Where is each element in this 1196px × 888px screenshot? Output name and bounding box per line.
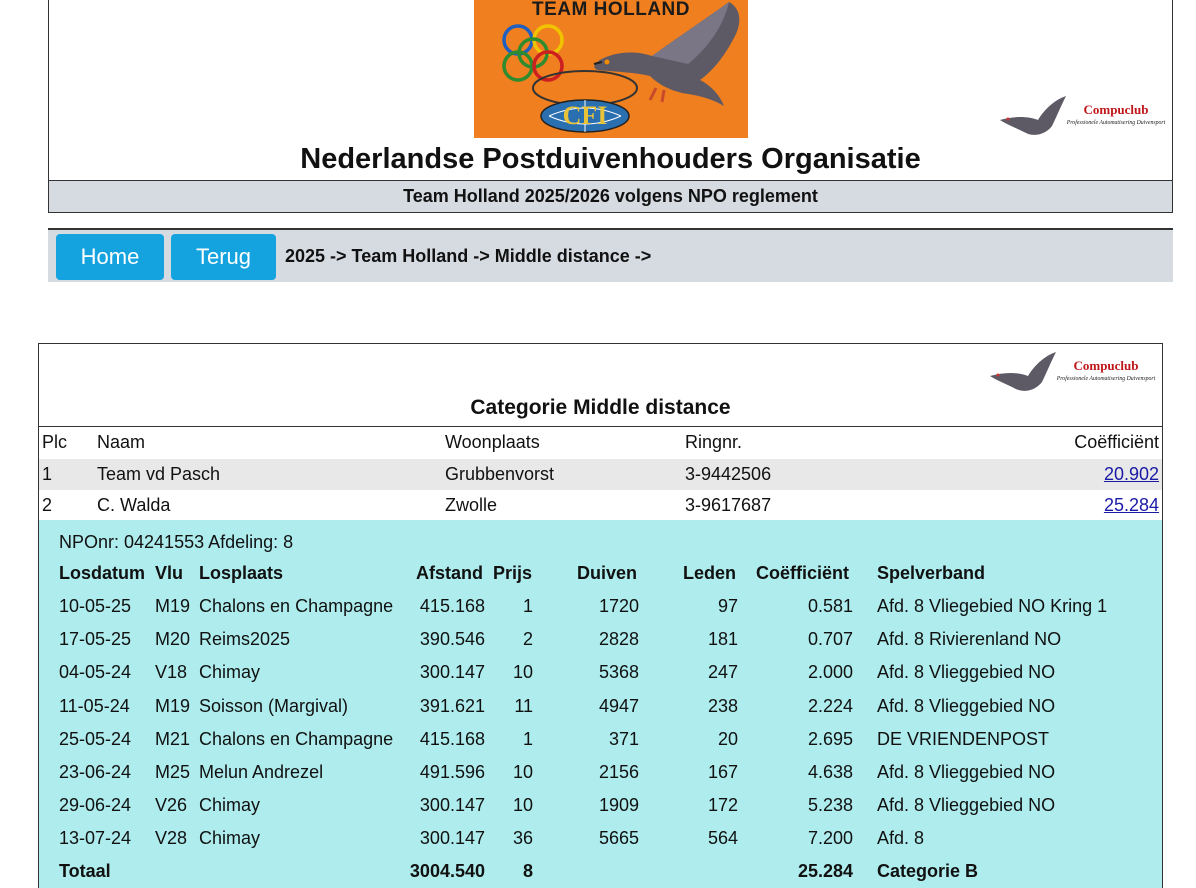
flight-row (39, 656, 1162, 689)
prize-cell: 36 (512, 828, 533, 849)
nav-bar (48, 228, 1173, 282)
date-cell: 25-05-24 (59, 728, 132, 749)
col-header-woonplaats: Woonplaats (445, 432, 540, 452)
col-header-duiven: Duiven (577, 563, 638, 583)
totals-coefficient: 25.284 (797, 861, 853, 881)
flight-code-cell: M21 (155, 728, 191, 749)
member-detail (39, 520, 1162, 888)
coefficient-link[interactable]: 20.902 (1103, 464, 1159, 484)
members-cell: 181 (707, 629, 738, 650)
col-header-prijs: Prijs (493, 563, 533, 583)
coefficient-cell (1104, 459, 1159, 490)
birds-cell: 2828 (598, 629, 639, 650)
release-site-cell: Soisson (Margival) (199, 695, 349, 716)
col-header-ringnr: Ringnr. (685, 432, 743, 452)
members-cell: 238 (707, 695, 738, 716)
detail-header-row (39, 557, 1162, 590)
birds-cell: 1909 (598, 795, 639, 816)
flight-row (39, 789, 1162, 822)
release-site-cell: Chimay (199, 828, 261, 849)
ring-cell: 3-9617687 (685, 495, 772, 515)
col-header-spelverband: Spelverband (877, 563, 986, 583)
coefficient-cell: 2.224 (807, 695, 853, 716)
flight-row (39, 756, 1162, 789)
coefficient-cell (1104, 490, 1159, 521)
site-header (48, 0, 1173, 213)
flight-row (39, 822, 1162, 855)
flight-code-cell: M25 (155, 762, 191, 782)
flight-code-cell: V18 (155, 662, 188, 683)
col-header-coefficient: Coëfficiënt (1074, 432, 1159, 452)
prize-cell: 10 (512, 662, 533, 683)
association-cell: Afd. 8 Vlieggebied NO (877, 695, 1056, 716)
members-cell: 167 (707, 762, 738, 782)
totals-prijs: 8 (522, 861, 533, 881)
compuclub-logo (994, 92, 1174, 147)
prize-cell: 1 (522, 728, 533, 749)
city-cell: Zwolle (445, 495, 498, 515)
flight-code-cell: V26 (155, 795, 188, 816)
col-header-coefficient: Coëfficiënt (756, 563, 850, 583)
distance-cell: 491.596 (419, 762, 485, 782)
release-site-cell: Chimay (199, 795, 261, 816)
date-cell: 04-05-24 (59, 662, 132, 683)
release-site-cell: Melun Andrezel (199, 762, 324, 782)
results-panel (38, 343, 1163, 888)
association-cell: Afd. 8 Vlieggebied NO (877, 662, 1056, 683)
ring-cell: 3-9442506 (685, 464, 772, 484)
distance-cell: 415.168 (419, 596, 485, 616)
name-cell: C. Walda (97, 495, 171, 515)
col-header-vlu: Vlu (155, 563, 184, 583)
flight-row (39, 690, 1162, 723)
back-button[interactable]: Terug (171, 234, 276, 280)
association-cell: Afd. 8 Vliegebied NO Kring 1 (877, 596, 1108, 616)
prize-cell: 10 (512, 762, 533, 782)
page-title: Nederlandse Postduivenhouders Organisatie (300, 143, 921, 175)
birds-cell: 1720 (598, 596, 639, 616)
distance-cell: 300.147 (419, 828, 485, 849)
prize-cell: 2 (522, 629, 533, 650)
date-cell: 29-06-24 (59, 795, 132, 816)
members-cell: 247 (707, 662, 738, 683)
page-subtitle: Team Holland 2025/2026 volgens NPO reglement (49, 180, 1172, 212)
members-cell: 20 (717, 728, 738, 749)
distance-cell: 391.621 (419, 695, 485, 716)
date-cell: 23-06-24 (59, 762, 132, 782)
category-title: Categorie Middle distance (470, 396, 731, 419)
association-cell: Afd. 8 Vlieggebied NO (877, 795, 1056, 816)
compuclub-tagline: Professionele Automatisering Duivensport (1066, 120, 1166, 126)
birds-cell: 5665 (598, 828, 639, 849)
flight-code-cell: M19 (155, 695, 191, 716)
distance-cell: 300.147 (419, 662, 485, 683)
coefficient-cell: 2.000 (807, 662, 853, 683)
compuclub-tagline: Professionele Automatisering Duivensport (1056, 376, 1156, 382)
prize-cell: 1 (522, 596, 533, 616)
breadcrumb: 2025 -> Team Holland -> Middle distance -> (285, 246, 652, 266)
date-cell: 11-05-24 (59, 695, 130, 716)
distance-cell: 390.546 (419, 629, 485, 650)
association-cell: Afd. 8 (877, 828, 925, 849)
date-cell: 17-05-25 (59, 629, 132, 650)
birds-cell: 371 (608, 728, 639, 749)
release-site-cell: Reims2025 (199, 629, 291, 650)
totals-row (39, 855, 1162, 888)
association-cell: Afd. 8 Vlieggebied NO (877, 762, 1056, 782)
svg-text:CFI: CFI (562, 101, 608, 130)
coefficient-cell: 4.638 (807, 762, 853, 782)
rank-cell: 2 (42, 495, 53, 515)
birds-cell: 2156 (598, 762, 639, 782)
col-header-naam: Naam (97, 432, 146, 452)
prize-cell: 10 (512, 795, 533, 816)
logo-text: TEAM HOLLAND (532, 0, 690, 20)
npo-info: NPOnr: 04241553 Afdeling: 8 (59, 532, 294, 552)
col-header-losplaats: Losplaats (199, 563, 284, 583)
table-row (39, 490, 1162, 521)
compuclub-pigeon-icon (994, 92, 1174, 142)
coefficient-link[interactable]: 25.284 (1103, 495, 1159, 515)
col-header-losdatum: Losdatum (59, 563, 146, 583)
members-cell: 97 (717, 596, 738, 616)
table-row (39, 459, 1162, 490)
rank-cell: 1 (42, 464, 53, 484)
association-cell: DE VRIENDENPOST (877, 728, 1050, 749)
flight-code-cell: M19 (155, 596, 191, 616)
team-holland-logo (474, 0, 748, 138)
coefficient-cell: 0.581 (807, 596, 853, 616)
table-header-row (39, 427, 1162, 458)
flight-code-cell: V28 (155, 828, 188, 849)
association-cell: Afd. 8 Rivierenland NO (877, 629, 1062, 650)
home-button[interactable]: Home (56, 234, 164, 280)
col-header-plc: Plc (42, 432, 68, 452)
compuclub-logo-panel (984, 348, 1164, 403)
totals-label: Totaal (59, 861, 111, 881)
date-cell: 10-05-25 (59, 596, 132, 616)
coefficient-cell: 7.200 (807, 828, 853, 849)
totals-afstand: 3004.540 (409, 861, 485, 881)
distance-cell: 415.168 (419, 728, 485, 749)
compuclub-name: Compuclub (1073, 358, 1139, 373)
release-site-cell: Chimay (199, 662, 261, 683)
totals-spelverband: Categorie B (877, 861, 979, 881)
coefficient-cell: 0.707 (807, 629, 853, 650)
members-cell: 172 (707, 795, 738, 816)
flight-row (39, 623, 1162, 656)
city-cell: Grubbenvorst (445, 464, 555, 484)
compuclub-pigeon-icon (984, 348, 1164, 398)
date-cell: 13-07-24 (59, 828, 132, 849)
coefficient-cell: 5.238 (807, 795, 853, 816)
name-cell: Team vd Pasch (97, 464, 221, 484)
compuclub-name: Compuclub (1083, 102, 1149, 117)
release-site-cell: Chalons en Champagne (199, 596, 394, 616)
birds-cell: 4947 (598, 695, 639, 716)
release-site-cell: Chalons en Champagne (199, 728, 394, 749)
coefficient-cell: 2.695 (807, 728, 853, 749)
col-header-afstand: Afstand (416, 563, 483, 583)
flight-code-cell: M20 (155, 629, 191, 650)
distance-cell: 300.147 (419, 795, 485, 816)
col-header-leden: Leden (683, 563, 737, 583)
flight-row (39, 723, 1162, 756)
flight-row (39, 590, 1162, 623)
birds-cell: 5368 (598, 662, 639, 683)
members-cell: 564 (707, 828, 738, 849)
prize-cell: 11 (514, 695, 533, 716)
